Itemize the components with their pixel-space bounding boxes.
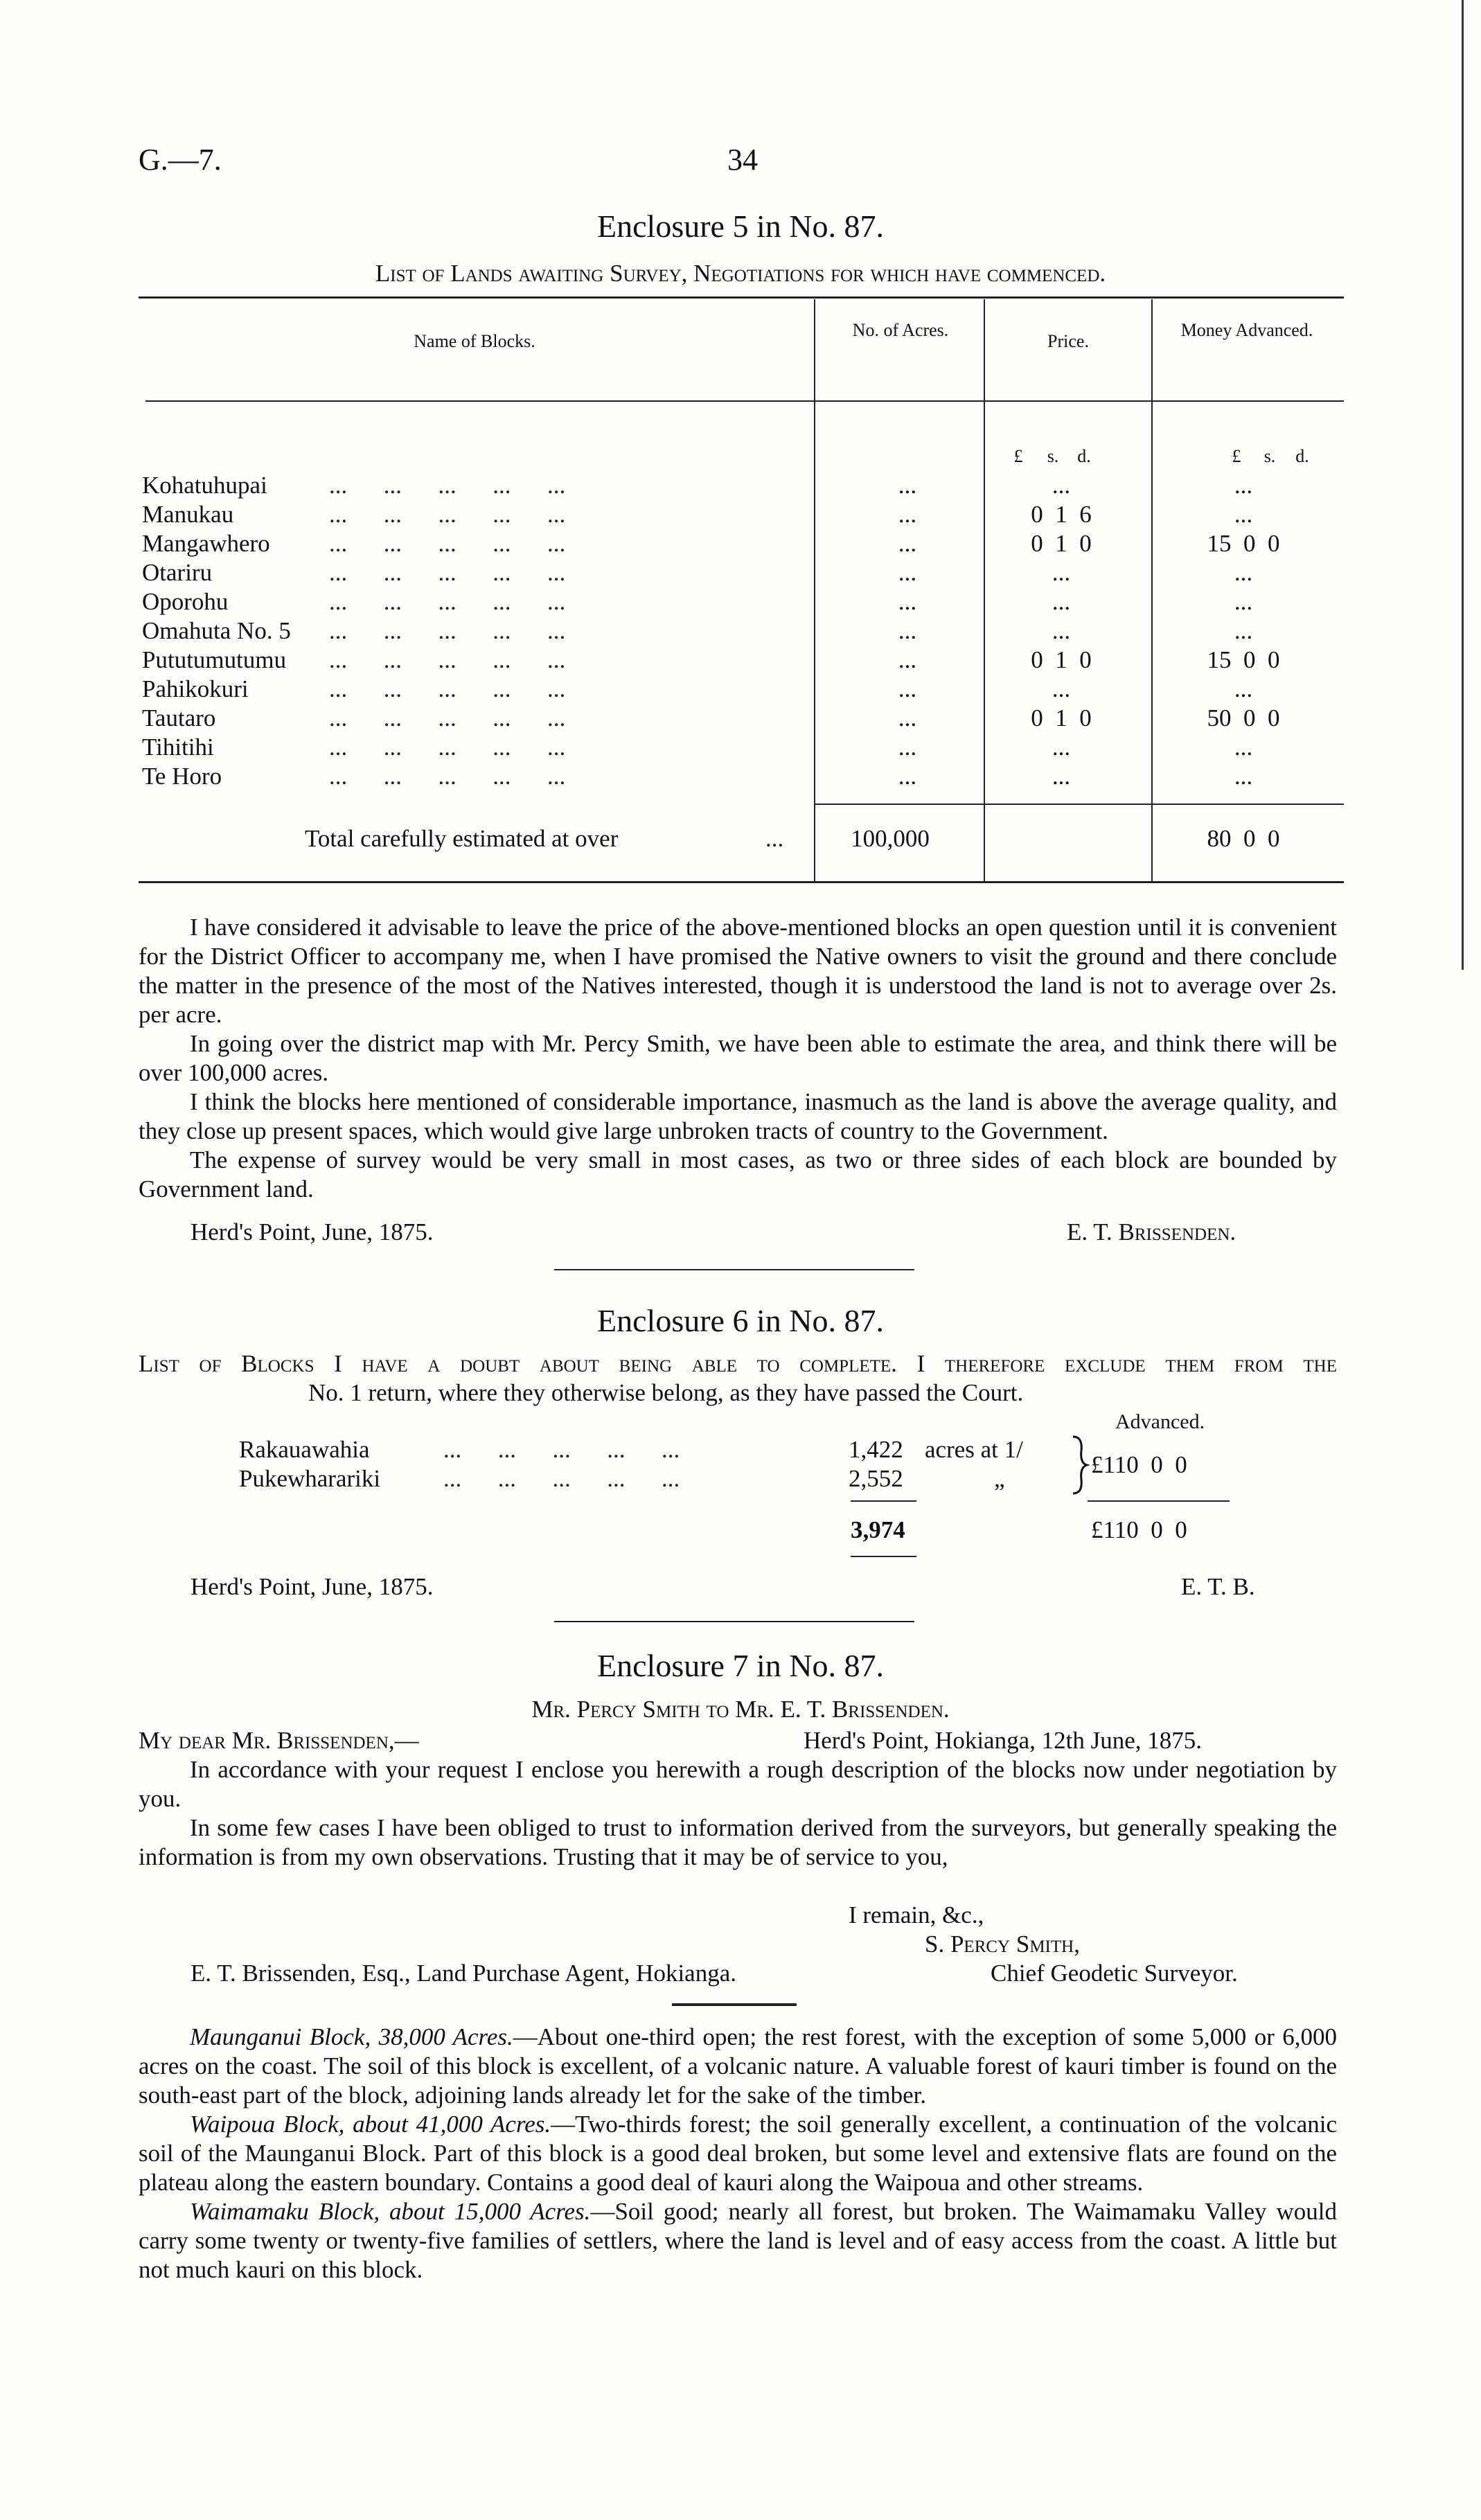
enclosure6-place-date: Herd's Point, June, 1875.: [190, 1573, 434, 1600]
block-maunganui: Maunganui Block, 38,000 Acres.—About one-third open; the rest forest, with the exception of some 5,000 or 6,000 acres on the coast. The soil of this block is excellent, of a volcanic nature. A valuable forest of kauri timber is found on the south-east part of the block, adjoining lands already let for the sake of the timber.: [139, 2023, 1337, 2109]
enclosure5-title: Enclosure 5 in No. 87.: [597, 208, 884, 244]
acres-sum-rule: [851, 1500, 916, 1502]
table-row: Mangawhero ... ... ... ... ... ... 0 1 0 15 0 0: [142, 530, 1280, 557]
block-waipoua: Waipoua Block, about 41,000 Acres.—Two-thirds forest; the soil generally excellent, a continuation of the volcanic soil of the Maunganui Block. Part of this block is a good deal broken, but some level and extensive flats are found on the plateau along the eastern boundary. Contains a good deal of kauri along the Waipoua and other streams.: [139, 2111, 1337, 2196]
table-row: Oporohu ... ... ... ... ... ... ... ...: [142, 588, 1253, 615]
signer: S. Percy Smith,: [925, 1931, 1080, 1958]
enclosure5-signature: E. T. Brissenden.: [1067, 1218, 1236, 1245]
section-divider: [554, 1269, 914, 1270]
table-top-rule: [139, 296, 1344, 299]
signer-title: Chief Geodetic Surveyor.: [991, 1960, 1238, 1987]
col-header-acres: No. of Acres.: [852, 320, 949, 340]
table-row: Pututumutumu ... ... ... ... ... ... 0 1 0 15 0 0: [142, 646, 1280, 673]
acres-underline: [851, 1556, 916, 1557]
block-waimamaku: Waimamaku Block, about 15,000 Acres.—Soil good; nearly all forest, but broken. The Waimamaku Valley would carry some twenty or twenty-five families of settlers, where the land is level and of easy access from the coast. A little but not much kauri on this block.: [139, 2198, 1337, 2283]
page-edge-line: [1462, 0, 1464, 970]
document-code: G.—7.: [139, 143, 222, 177]
enclosure7-from-to: Mr. Percy Smith to Mr. E. T. Brissenden.: [531, 1696, 950, 1723]
money-pound-header: £: [1232, 446, 1241, 466]
table-row: Tautaro ... ... ... ... ... ... 0 1 0 50 0 0: [142, 704, 1280, 731]
amount-sum-rule: [1088, 1500, 1230, 1502]
price-pence-header: d.: [1077, 446, 1091, 466]
table-row: Tihitihi ... ... ... ... ... ... ... ...: [142, 734, 1253, 761]
enclosure7-title: Enclosure 7 in No. 87.: [597, 1648, 884, 1683]
closing: I remain, &c.,: [849, 1901, 984, 1928]
total-top-rule: [814, 804, 1344, 805]
col-header-name: Name of Blocks.: [414, 331, 535, 351]
enclosure5-body: I have considered it advisable to leave the price of the above-mentioned blocks an open question until it is convenient for the District Officer to accompany me, when I have promised the Native owners to visit the ground and there conclude the matter in the presence of the most of the Natives interested, though it is understood the land is not to average over 2s. per acre. In going over the district map with Mr. Percy Smith, we have been able to estimate the area, and think there will be over 100,000 acres. I think the blocks here mentioned of considerable importance, inasmuch as the land is above the average quality, and they close up present spaces, which would give large unbroken tracts of country to the Government. The expense of survey would be very small in most cases, as two or three sides of each block are bounded by Government land.: [139, 914, 1337, 1203]
table-row: Rakauawahia ... ... ... ... ... 1,422 acres at 1/: [239, 1436, 1023, 1463]
table-bottom-rule: [139, 881, 1344, 883]
enclosure6-total-amount: £110 0 0: [1091, 1516, 1187, 1543]
enclosure6-initials: E. T. B.: [1181, 1573, 1255, 1600]
price-shilling-header: s.: [1047, 446, 1059, 466]
table-row: Pahikokuri ... ... ... ... ... ... ... ...: [142, 675, 1253, 702]
table-row: Pukewharariki ... ... ... ... ... 2,552 „: [239, 1465, 1005, 1492]
price-pound-header: £: [1013, 446, 1023, 466]
block-descriptions: [139, 2023, 1337, 2284]
section-divider: [554, 1621, 914, 1622]
table-row: Kohatuhupai ... ... ... ... ... ... ... ...: [142, 472, 1253, 499]
enclosure5-place-date: Herd's Point, June, 1875.: [190, 1218, 434, 1245]
money-shilling-header: s.: [1263, 446, 1276, 466]
table-header-rule: [145, 400, 1344, 402]
enclosure6-intro-line1: List of Blocks I have a doubt about being able to complete. I therefore exclude them from the: [139, 1350, 1337, 1377]
brace-amount: £110 0 0: [1091, 1451, 1187, 1478]
col-header-money: Money Advanced.: [1180, 320, 1313, 340]
addressee: E. T. Brissenden, Esq., Land Purchase Agent, Hokianga.: [190, 1960, 736, 1987]
total-acres: 100,000: [851, 825, 930, 852]
enclosure6-total-acres: 3,974: [851, 1516, 905, 1543]
table-row: Te Horo ... ... ... ... ... ... ... ...: [142, 763, 1253, 790]
table-row: Manukau ... ... ... ... ... ... 0 1 6 ...: [142, 501, 1253, 528]
currency-subheader: [142, 442, 1333, 471]
total-money: 80 0 0: [1207, 825, 1280, 852]
advanced-header: Advanced.: [1115, 1410, 1205, 1433]
short-divider: [672, 2003, 797, 2006]
table-row: Otariru ... ... ... ... ... ... ... ...: [142, 559, 1253, 586]
right-brace-icon: [1070, 1434, 1090, 1496]
total-label: Total carefully estimated at over: [305, 825, 619, 852]
enclosure5-subtitle: List of Lands awaiting Survey, Negotiations for which have commenced.: [375, 260, 1106, 287]
salutation: My dear Mr. Brissenden,—: [139, 1727, 419, 1754]
table-row: Omahuta No. 5 ... ... ... ... ... ... ... ...: [142, 617, 1253, 644]
letter-body: In accordance with your request I enclose you herewith a rough description of the blocks now under negotiation by you. In some few cases I have been obliged to trust to information derived from the surveyors, but generally speaking the information is from my own observations. Trusting that it may be of service to you,: [139, 1756, 1337, 1870]
letter-place-date: Herd's Point, Hokianga, 12th June, 1875.: [804, 1727, 1203, 1754]
col-header-price: Price.: [1047, 331, 1089, 351]
enclosure6-intro-line2: No. 1 return, where they otherwise belong, as they have passed the Court.: [308, 1379, 1024, 1406]
page-number: 34: [727, 143, 758, 177]
total-row: Total carefully estimated at over ... 100,000 80 0 0: [142, 824, 1333, 853]
enclosure6-title: Enclosure 6 in No. 87.: [597, 1303, 884, 1338]
money-pence-header: d.: [1295, 446, 1309, 466]
